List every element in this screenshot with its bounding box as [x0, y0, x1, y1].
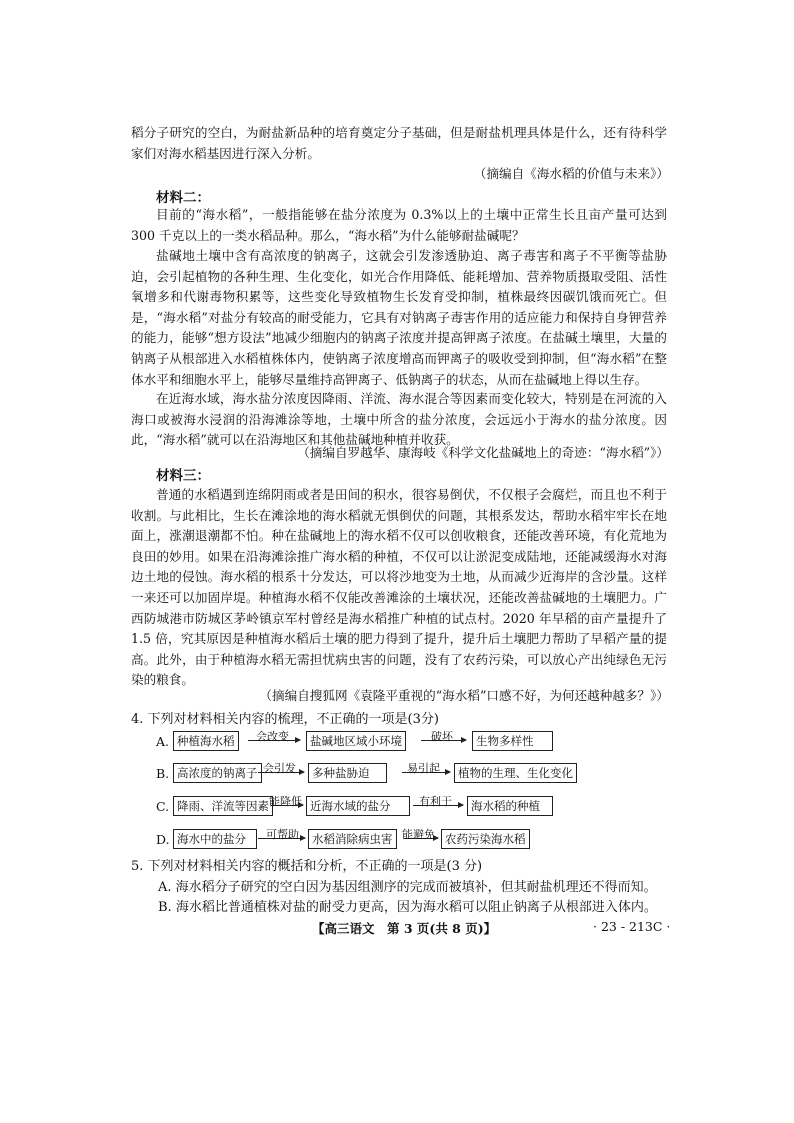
material-3-heading: 材料三：: [156, 468, 210, 484]
option-label: A.: [156, 734, 170, 749]
intro-paragraph: 稻分子研究的空白，为耐盐新品种的培育奠定分子基础，但是耐盐机理具体是什么，还有待科学家们对海水稻基因进行深入分析。: [131, 125, 667, 161]
arrow-right-icon: [421, 730, 466, 743]
arrow-right-icon: [258, 762, 304, 775]
question-5-option-a: A. 海水稻分子研究的空白因为基因组测序的完成而被填补，但其耐盐机理还不得而知。: [158, 880, 657, 895]
flow-box: 生物多样性: [472, 731, 553, 751]
flow-box: 多种盐胁迫: [308, 763, 387, 783]
flow-box: 高浓度的钠离子: [173, 763, 262, 783]
arrow-right-icon: [248, 730, 300, 743]
arrow-label: 能降低: [269, 795, 302, 808]
material-2-paragraph-3: 在近海水域，海水盐分浓度因降雨、洋流、海水混合等因素而变化较大，特别是在河流的入海口或被海水浸润的沿海滩涂等地，土壤中所含的盐分浓度，会远远小于海水的盐分浓度。因此，“海水稻”就可以在沿海地区和其他盐碱地种植并收获。: [131, 391, 667, 448]
flow-box: 种植海水稻: [173, 731, 239, 751]
question-5: 5. 下列对材料相关内容的概括和分析，不正确的一项是(3 分): [131, 859, 483, 874]
material-3-paragraph: 普通的水稻遇到连绵阴雨或者是田间的积水，很容易倒伏，不仅根子会腐烂，而且也不利于收割。与此相比，生长在滩涂地的海水稻就无惧倒伏的问题，其根系发达，帮助水稻牢牢长在地面上，涨潮退潮都不怕。种在盐碱地上的海水稻不仅可以创收粮食，还能改善环境，有化荒地为良田的妙用。如果在沿海滩涂推广海水稻的种植，不仅可以让淤泥变成陆地，还能减缓海水对海边土地的侵蚀。海水稻的根系十分发达，可以将沙地变为土地，从而减少近海岸的含沙量。这样一来还可以加固岸堤。种植海水稻不仅能改善滩涂的土壤状况，还能改善盐碱地的土壤肥力。广西防城港市防城区茅岭镇京军村曾经是海水稻推广种植的试点村。2020 年早稻的亩产量提升了 1.5 倍，究其原因是种植海水稻后土壤的肥力得到了提升，提升后土壤肥力帮助了早稻产量的提高。此外，由于种植海水稻无需担忧病虫害的问题，没有了农药污染，可以放心产出纯绿色无污染的粮食。: [131, 487, 667, 688]
arrow-label: 有利于: [419, 795, 452, 808]
material-2-paragraph-2: 盐碱地土壤中含有高浓度的钠离子，这就会引发渗透胁迫、离子毒害和离子不平衡等盐胁迫，会引起植物的各种生理、生化变化，如光合作用降低、能耗增加、营养物质摄取受阻、活性氧增多和代谢毒物积累等，这些变化导致植物生长发育受抑制，植株最终因碳饥饿而死亡。但是，“海水稻”对盐分有较高的耐受能力，它具有对钠离子毒害作用的适应能力和保持自身钾营养的能力，能够“想方设法”地减少细胞内的钠离子浓度并提高钾离子浓度。在盐碱土壤里，大量的钠离子从根部进入水稻植株体内，使钠离子浓度增高而钾离子的吸收受到抑制，但“海水稻”在整体水平和细胞水平上，能够尽量维持高钾离子、低钠离子的状态，从而在盐碱地上得以生存。: [131, 248, 667, 387]
option-label: C.: [156, 799, 170, 814]
flow-box: 农药污染海水稻: [441, 829, 530, 849]
flow-box: 海水稻的种植: [467, 796, 553, 816]
flow-box: 海水中的盐分: [173, 829, 257, 849]
paper-code: · 23 - 213C ·: [593, 919, 671, 934]
arrow-label: 会改变: [256, 730, 289, 743]
question-5-option-b: B. 海水稻比普通植株对盐的耐受力更高，因为海水稻可以阻止钠离子从根部进入体内。: [158, 900, 657, 915]
question-4: 4. 下列对材料相关内容的梳理，不正确的一项是(3分): [131, 712, 439, 727]
arrow-label: 破坏: [431, 730, 453, 743]
arrow-label: 易引起: [407, 762, 440, 775]
flow-box: 近海水域的盐分: [306, 796, 410, 816]
source-note-2: （摘编自罗越华、康海岐《科学文化盐碱地上的奇迹：“海水稻”》）: [297, 445, 669, 460]
option-label: B.: [156, 766, 170, 781]
arrow-right-icon: [269, 795, 303, 808]
source-note-1: （摘编自《海水稻的价值与未来》）: [473, 166, 669, 181]
material-2-heading: 材料二：: [156, 190, 210, 206]
source-note-3: （摘编自搜狐网《袁隆平重视的“海水稻”口感不好，为何还越种越多？》）: [259, 688, 669, 703]
option-label: D.: [156, 832, 170, 847]
flow-box: 降雨、洋流等因素: [173, 796, 273, 816]
flow-box: 水稻消除病虫害: [308, 829, 397, 849]
flow-box: 植物的生理、生化变化: [454, 763, 577, 783]
arrow-right-icon: [413, 795, 463, 808]
page-footer: 【高三语文 第 3 页(共 8 页)】: [312, 921, 497, 936]
arrow-right-icon: [258, 828, 305, 841]
material-2-paragraph-1: 目前的“海水稻”，一般指能够在盐分浓度为 0.3%以上的土壤中正常生长且亩产量可达到 300 千克以上的一类水稻品种。那么，“海水稻”为什么能够耐盐碱呢？: [131, 207, 667, 243]
arrow-label: 会引发: [263, 762, 296, 775]
arrow-right-icon: [402, 762, 450, 775]
arrow-right-icon: [402, 828, 438, 841]
arrow-label: 能避免: [402, 828, 435, 841]
flow-box: 盐碱地区域小环境: [306, 731, 406, 751]
arrow-label: 可帮助: [266, 828, 299, 841]
